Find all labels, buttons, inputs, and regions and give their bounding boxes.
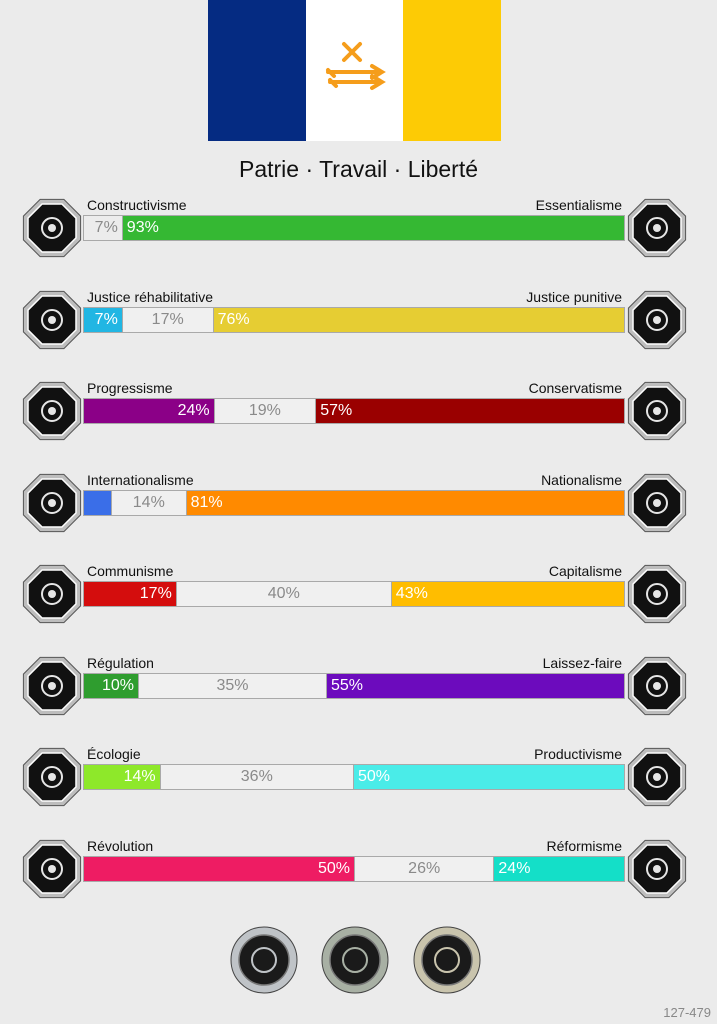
left-label: Régulation bbox=[87, 654, 154, 671]
eye-pyramid-seal-icon bbox=[321, 926, 389, 994]
right-label: Essentialisme bbox=[535, 197, 622, 213]
left-segment: 14% bbox=[84, 765, 160, 789]
butterfly-icon bbox=[626, 655, 688, 717]
right-label: Conservatisme bbox=[528, 380, 622, 396]
left-segment: 7% bbox=[84, 216, 122, 240]
right-label: Productivisme bbox=[534, 746, 622, 762]
axis-bar bbox=[83, 490, 625, 516]
left-label: Progressisme bbox=[87, 380, 173, 396]
right-label: Capitalisme bbox=[548, 563, 622, 579]
right-label: Nationalisme bbox=[541, 471, 622, 488]
center-segment: 35% bbox=[138, 674, 327, 698]
right-segment: 24% bbox=[494, 857, 624, 881]
center-segment: 14% bbox=[111, 491, 187, 515]
axis-row bbox=[0, 380, 717, 450]
center-segment: 40% bbox=[176, 582, 392, 606]
left-label: Justice réhabilitative bbox=[87, 288, 214, 305]
sunflower-icon bbox=[626, 197, 688, 259]
axis-bar bbox=[83, 856, 625, 882]
axis-row bbox=[0, 197, 717, 267]
center-segment: 26% bbox=[354, 857, 494, 881]
crossed-arrows-emblem-icon bbox=[324, 38, 386, 94]
left-label: Révolution bbox=[87, 837, 154, 854]
left-label: Internationalisme bbox=[87, 471, 194, 488]
right-label: Justice punitive bbox=[526, 288, 622, 305]
axis-row bbox=[0, 289, 717, 359]
axis-row bbox=[0, 838, 717, 908]
motto: Patrie · Travail · Liberté bbox=[238, 156, 479, 182]
center-segment: 36% bbox=[160, 765, 354, 789]
axis-row bbox=[0, 563, 717, 633]
left-segment: 7% bbox=[84, 308, 122, 332]
eye-icon bbox=[21, 197, 83, 259]
flag bbox=[208, 0, 501, 141]
left-segment: 17% bbox=[84, 582, 176, 606]
right-segment: 76% bbox=[214, 308, 624, 332]
axis-bar bbox=[83, 307, 625, 333]
right-segment: 50% bbox=[354, 765, 624, 789]
prison-bars-icon bbox=[626, 289, 688, 351]
right-segment: 55% bbox=[327, 674, 624, 698]
handshake-icon bbox=[21, 289, 83, 351]
fist-icon bbox=[21, 838, 83, 900]
footer-code: 127-479 bbox=[663, 1005, 711, 1020]
brain-seal-icon bbox=[230, 926, 298, 994]
axis-bar bbox=[83, 764, 625, 790]
gear-icon bbox=[626, 746, 688, 808]
left-segment: 10% bbox=[84, 674, 138, 698]
left-label: Communisme bbox=[87, 563, 174, 579]
axis-row bbox=[0, 746, 717, 816]
axis-bar bbox=[83, 673, 625, 699]
flag-stripe-left bbox=[208, 0, 306, 141]
globe-icon bbox=[21, 472, 83, 534]
sprout-icon bbox=[21, 746, 83, 808]
center-segment: 19% bbox=[214, 399, 317, 423]
axis-bar bbox=[83, 581, 625, 607]
center-segment: 17% bbox=[122, 308, 214, 332]
comet-icon bbox=[21, 380, 83, 442]
flag-stripe-right bbox=[403, 0, 501, 141]
crown-icon bbox=[626, 838, 688, 900]
axis-bar bbox=[83, 398, 625, 424]
axis-row bbox=[0, 472, 717, 542]
left-label: Écologie bbox=[87, 746, 141, 762]
right-segment: 43% bbox=[392, 582, 624, 606]
crown-seal-icon bbox=[413, 926, 481, 994]
flag-icon bbox=[626, 472, 688, 534]
hammer-sickle-icon bbox=[21, 563, 83, 625]
axis-bar bbox=[83, 215, 625, 241]
left-segment bbox=[84, 491, 111, 515]
right-label: Laissez-faire bbox=[542, 654, 622, 671]
right-segment: 81% bbox=[187, 491, 624, 515]
left-segment: 50% bbox=[84, 857, 354, 881]
left-label: Constructivisme bbox=[87, 197, 187, 213]
quill-icon bbox=[626, 380, 688, 442]
right-label: Réformisme bbox=[546, 837, 622, 854]
right-segment: 93% bbox=[122, 216, 624, 240]
seals-row bbox=[0, 926, 717, 996]
money-bag-icon bbox=[626, 563, 688, 625]
right-segment: 57% bbox=[316, 399, 624, 423]
axis-row bbox=[0, 655, 717, 725]
left-segment: 24% bbox=[84, 399, 214, 423]
ruler-icon bbox=[21, 655, 83, 717]
